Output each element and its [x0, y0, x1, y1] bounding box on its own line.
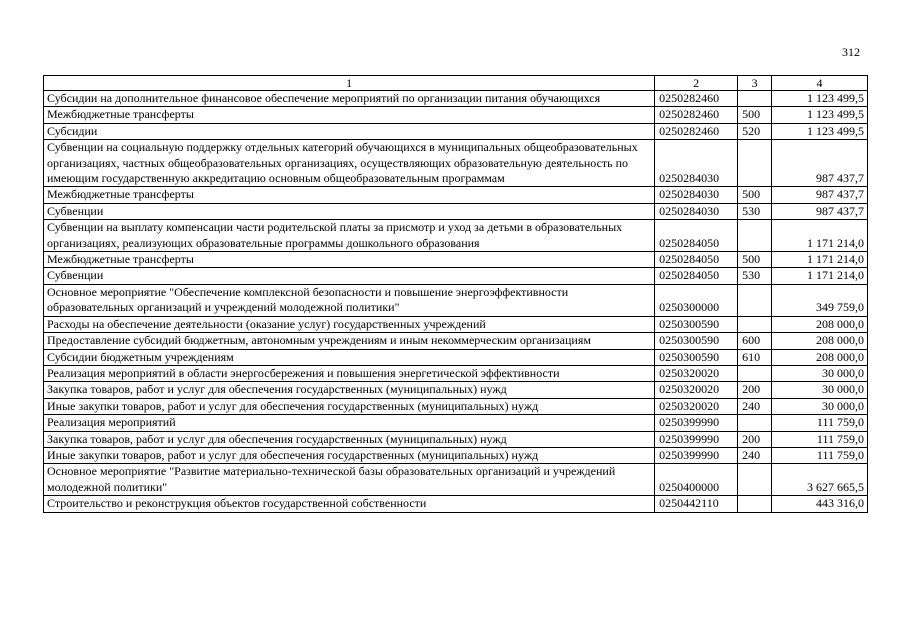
row-code: 0250399990	[655, 447, 738, 463]
row-name: Межбюджетные трансферты	[44, 187, 655, 203]
row-code: 0250284050	[655, 252, 738, 268]
table-row	[44, 268, 868, 284]
table-row	[44, 123, 868, 139]
header-col-2: 2	[655, 76, 738, 91]
row-sum: 1 123 499,5	[772, 123, 868, 139]
row-type: 240	[738, 447, 772, 463]
row-code: 0250320020	[655, 398, 738, 414]
row-name: Субвенции	[44, 268, 655, 284]
row-type: 500	[738, 187, 772, 203]
row-sum: 1 171 214,0	[772, 220, 868, 252]
budget-table	[43, 75, 868, 513]
row-type: 530	[738, 268, 772, 284]
row-name: Иные закупки товаров, работ и услуг для обеспечения государственных (муниципальных) нужд	[44, 447, 655, 463]
row-name: Закупка товаров, работ и услуг для обеспечения государственных (муниципальных) нужд	[44, 382, 655, 398]
row-type	[738, 284, 772, 316]
row-sum: 349 759,0	[772, 284, 868, 316]
row-type	[738, 91, 772, 107]
row-code: 0250320020	[655, 382, 738, 398]
row-type	[738, 316, 772, 332]
row-sum: 111 759,0	[772, 415, 868, 431]
row-type	[738, 140, 772, 187]
row-code: 0250282460	[655, 123, 738, 139]
row-type: 240	[738, 398, 772, 414]
row-type	[738, 415, 772, 431]
table-row	[44, 333, 868, 349]
row-sum: 208 000,0	[772, 316, 868, 332]
row-name: Реализация мероприятий	[44, 415, 655, 431]
row-sum: 987 437,7	[772, 140, 868, 187]
header-col-1: 1	[44, 76, 655, 91]
table-row	[44, 107, 868, 123]
table-row	[44, 496, 868, 512]
table-row	[44, 284, 868, 316]
row-type: 610	[738, 349, 772, 365]
row-sum: 443 316,0	[772, 496, 868, 512]
table-row	[44, 415, 868, 431]
row-code: 0250284030	[655, 203, 738, 219]
row-sum: 111 759,0	[772, 431, 868, 447]
table-row	[44, 252, 868, 268]
row-sum: 30 000,0	[772, 382, 868, 398]
table-body	[44, 91, 868, 513]
row-sum: 3 627 665,5	[772, 464, 868, 496]
row-sum: 987 437,7	[772, 203, 868, 219]
row-sum: 1 171 214,0	[772, 268, 868, 284]
table-row	[44, 203, 868, 219]
row-name: Субсидии бюджетным учреждениям	[44, 349, 655, 365]
table-row	[44, 398, 868, 414]
row-code: 0250300590	[655, 316, 738, 332]
row-name: Реализация мероприятий в области энергосбережения и повышения энергетической эффективности	[44, 365, 655, 381]
row-type: 520	[738, 123, 772, 139]
row-type: 200	[738, 382, 772, 398]
header-col-3: 3	[738, 76, 772, 91]
table-row	[44, 187, 868, 203]
row-name: Предоставление субсидий бюджетным, автономным учреждениям и иным некоммерческим организациям	[44, 333, 655, 349]
row-code: 0250300590	[655, 349, 738, 365]
row-sum: 30 000,0	[772, 398, 868, 414]
row-type	[738, 496, 772, 512]
table-row	[44, 349, 868, 365]
row-name: Межбюджетные трансферты	[44, 107, 655, 123]
row-type: 500	[738, 252, 772, 268]
table-row	[44, 464, 868, 496]
row-sum: 208 000,0	[772, 333, 868, 349]
row-sum: 1 171 214,0	[772, 252, 868, 268]
table-row	[44, 431, 868, 447]
row-sum: 111 759,0	[772, 447, 868, 463]
table-row	[44, 220, 868, 252]
row-type: 500	[738, 107, 772, 123]
row-sum: 208 000,0	[772, 349, 868, 365]
row-code: 0250442110	[655, 496, 738, 512]
page-number: 312	[842, 45, 860, 59]
row-name: Субвенции	[44, 203, 655, 219]
row-name: Субвенции на выплату компенсации части родительской платы за присмотр и уход за детьми в образовательных организациях, реализующих образовательные программы дошкольного образования	[44, 220, 655, 252]
row-code: 0250300000	[655, 284, 738, 316]
table-row	[44, 447, 868, 463]
row-name: Основное мероприятие "Обеспечение комплексной безопасности и повышение энергоэффективности образовательных организаций и учреждений молодежной политики"	[44, 284, 655, 316]
row-type	[738, 220, 772, 252]
row-name: Субвенции на социальную поддержку отдельных категорий обучающихся в муниципальных общеобразовательных организациях, частных общеобразовательных организациях, осуществляющих образовательную деятельность по имеющим государственную аккредитацию основным общеобразовательным программам	[44, 140, 655, 187]
row-name: Иные закупки товаров, работ и услуг для обеспечения государственных (муниципальных) нужд	[44, 398, 655, 414]
row-sum: 1 123 499,5	[772, 91, 868, 107]
row-code: 0250300590	[655, 333, 738, 349]
row-type: 200	[738, 431, 772, 447]
row-type: 530	[738, 203, 772, 219]
row-code: 0250282460	[655, 91, 738, 107]
row-code: 0250284050	[655, 220, 738, 252]
table-header-row	[44, 76, 868, 91]
row-code: 0250399990	[655, 431, 738, 447]
row-sum: 30 000,0	[772, 365, 868, 381]
table-row	[44, 382, 868, 398]
row-code: 0250282460	[655, 107, 738, 123]
table-row	[44, 365, 868, 381]
row-code: 0250320020	[655, 365, 738, 381]
row-code: 0250284030	[655, 140, 738, 187]
row-type	[738, 365, 772, 381]
row-name: Субсидии	[44, 123, 655, 139]
row-type	[738, 464, 772, 496]
table-row	[44, 316, 868, 332]
row-name: Закупка товаров, работ и услуг для обеспечения государственных (муниципальных) нужд	[44, 431, 655, 447]
row-sum: 987 437,7	[772, 187, 868, 203]
row-sum: 1 123 499,5	[772, 107, 868, 123]
row-code: 0250400000	[655, 464, 738, 496]
row-name: Расходы на обеспечение деятельности (оказание услуг) государственных учреждений	[44, 316, 655, 332]
table-row	[44, 140, 868, 187]
row-name: Строительство и реконструкция объектов государственной собственности	[44, 496, 655, 512]
row-code: 0250399990	[655, 415, 738, 431]
row-type: 600	[738, 333, 772, 349]
row-name: Основное мероприятие "Развитие материально-технической базы образовательных организаций и учреждений молодежной политики"	[44, 464, 655, 496]
row-code: 0250284030	[655, 187, 738, 203]
row-name: Субсидии на дополнительное финансовое обеспечение мероприятий по организации питания обучающихся	[44, 91, 655, 107]
header-col-4: 4	[772, 76, 868, 91]
row-name: Межбюджетные трансферты	[44, 252, 655, 268]
row-code: 0250284050	[655, 268, 738, 284]
table-row	[44, 91, 868, 107]
